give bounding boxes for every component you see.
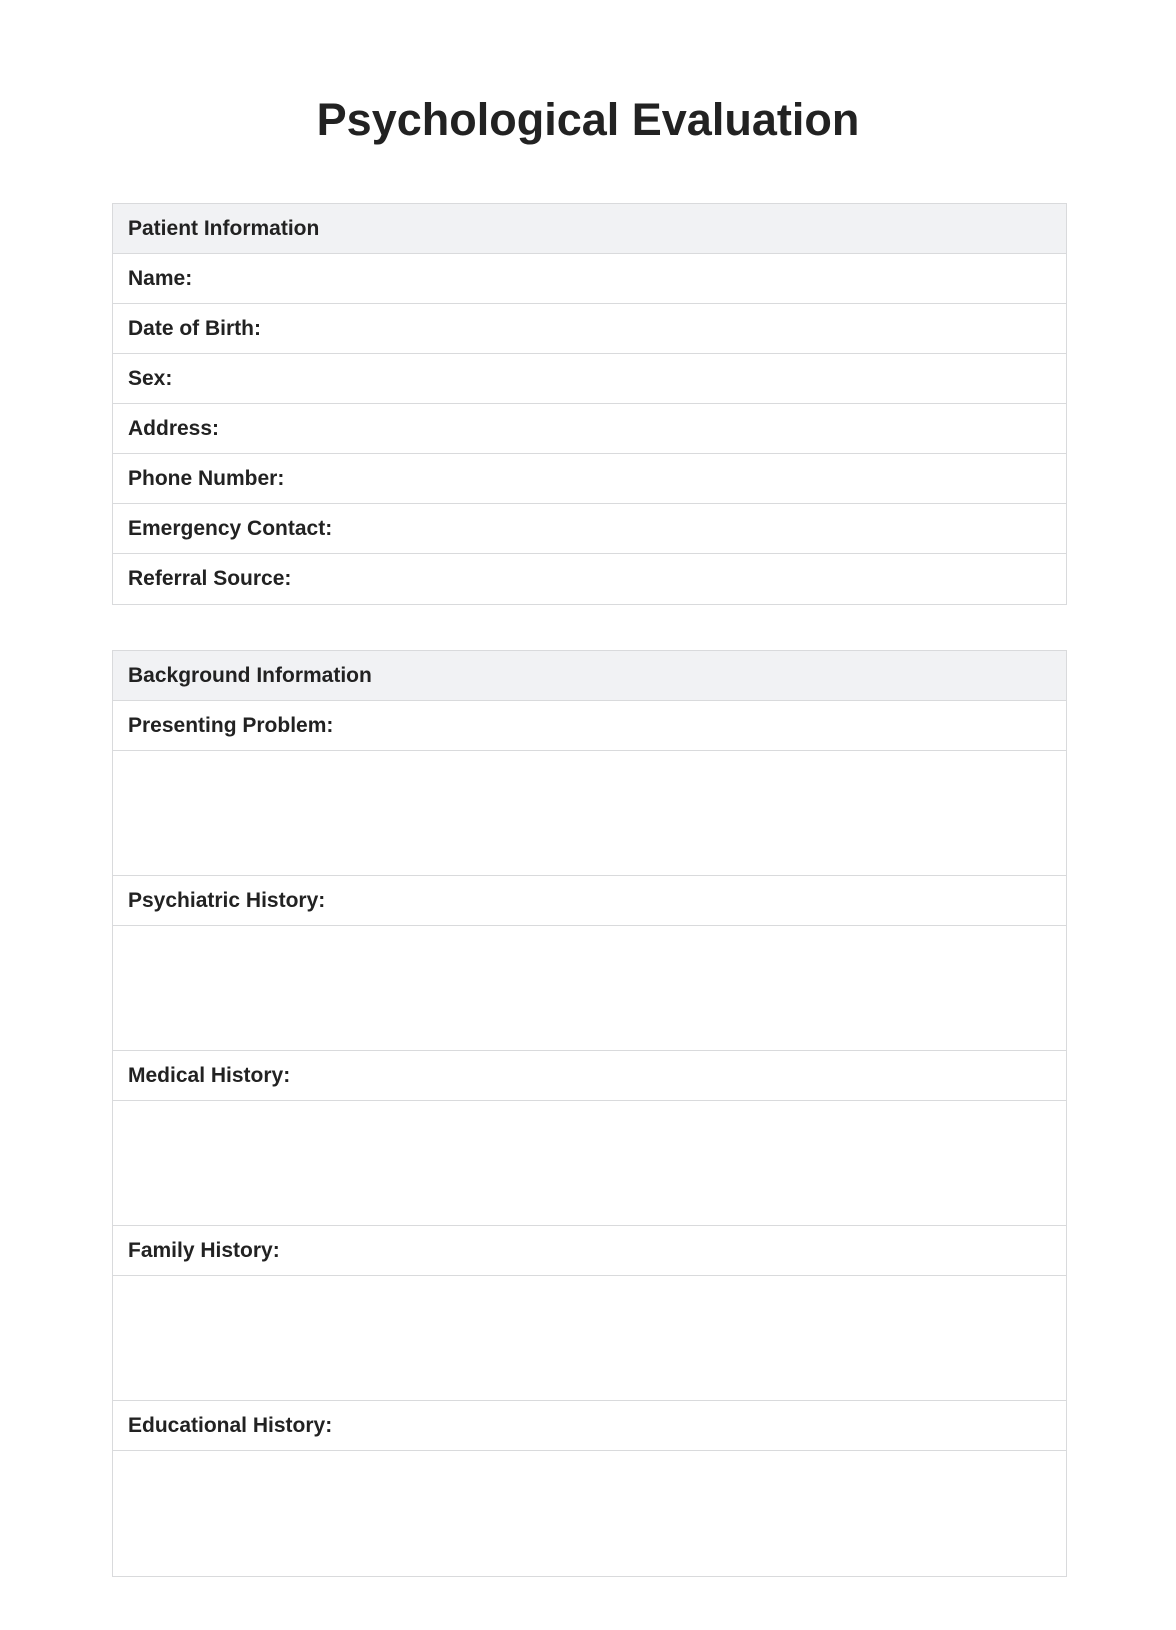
family-history-area[interactable] xyxy=(113,1276,1066,1401)
field-phone-number[interactable]: Phone Number: xyxy=(113,454,1066,504)
label-family-history: Family History: xyxy=(113,1226,1066,1276)
patient-information-table xyxy=(112,203,1067,605)
field-name[interactable]: Name: xyxy=(113,254,1066,304)
field-referral-source[interactable]: Referral Source: xyxy=(128,567,292,590)
background-information-table xyxy=(112,650,1067,1577)
field-address[interactable]: Address: xyxy=(113,404,1066,454)
label-educational-history: Educational History: xyxy=(113,1401,1066,1451)
label-psychiatric-history: Psychiatric History: xyxy=(113,876,1066,926)
medical-history-area[interactable] xyxy=(113,1101,1066,1226)
field-emergency-contact[interactable]: Emergency Contact: xyxy=(113,504,1066,554)
label-medical-history: Medical History: xyxy=(113,1051,1066,1101)
label-presenting-problem: Presenting Problem: xyxy=(113,701,1066,751)
section-header: Background Information xyxy=(113,651,1066,701)
presenting-problem-area[interactable] xyxy=(113,751,1066,876)
section-header: Patient Information xyxy=(113,204,1066,254)
field-date-of-birth[interactable]: Date of Birth: xyxy=(113,304,1066,354)
field-sex[interactable]: Sex: xyxy=(113,354,1066,404)
page-title: Psychological Evaluation xyxy=(316,94,860,145)
psychiatric-history-area[interactable] xyxy=(113,926,1066,1051)
educational-history-area[interactable] xyxy=(113,1451,1066,1576)
